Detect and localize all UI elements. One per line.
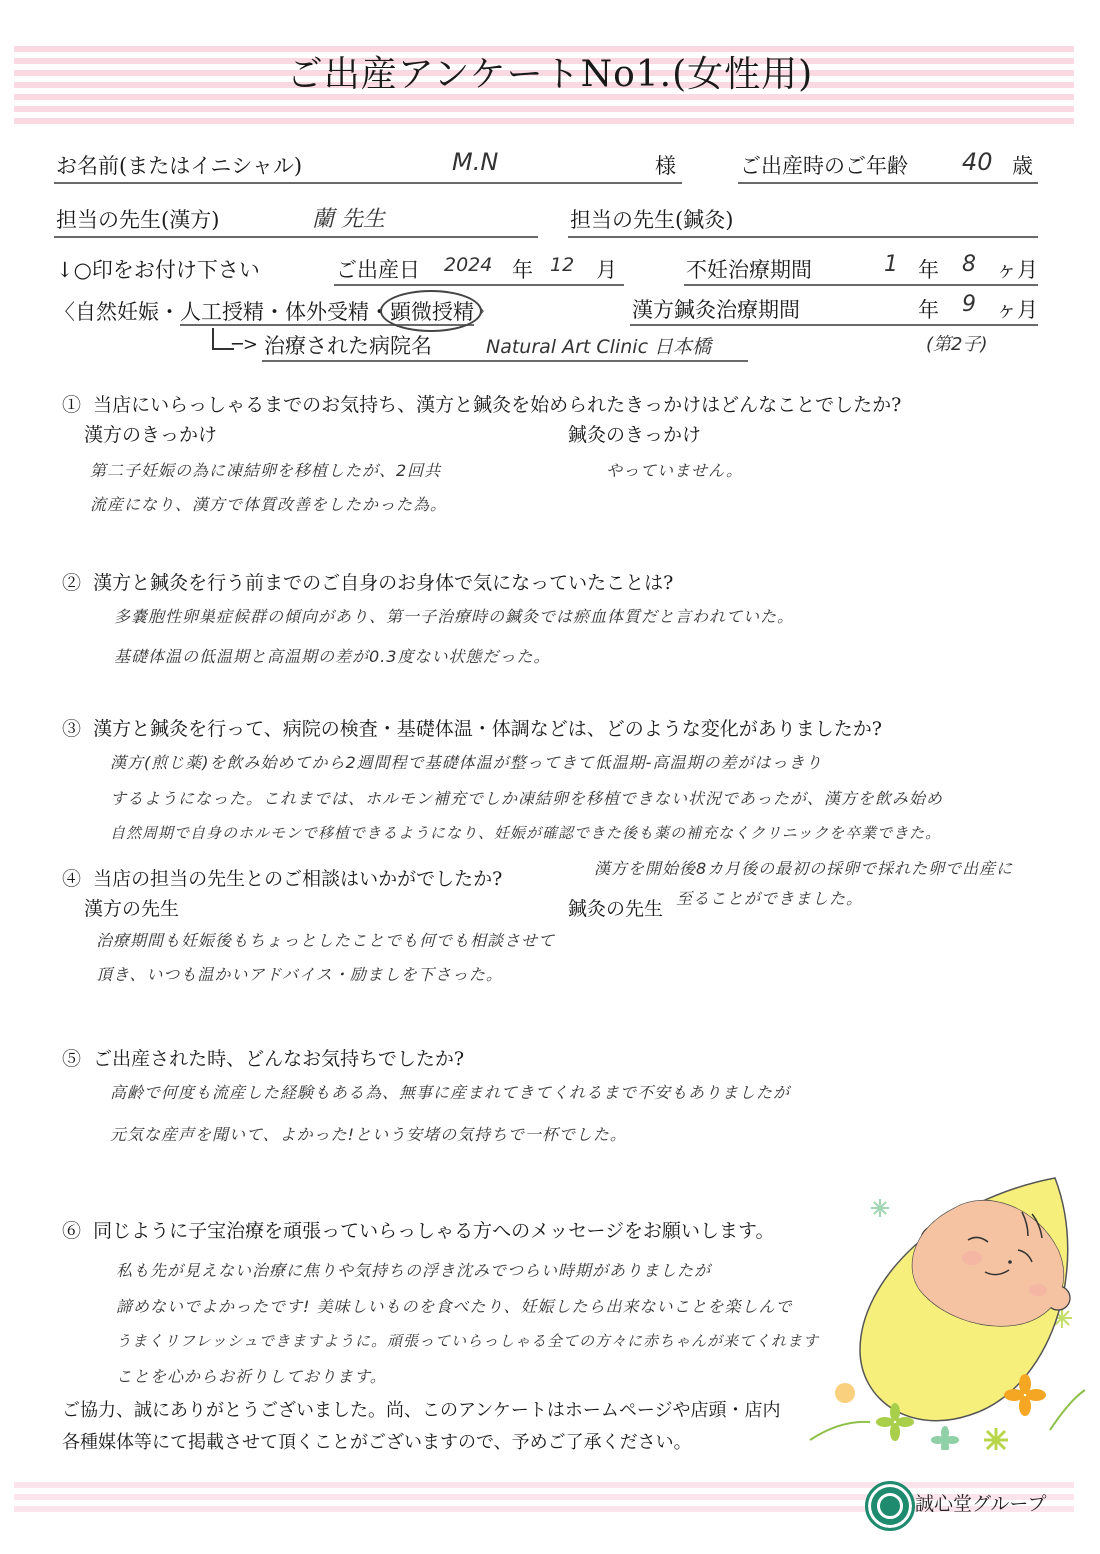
q1-kampo-answer-line-2: 流産になり、漢方で体質改善をしたかった為。 <box>90 495 448 514</box>
q1-acupuncture-answer: やっていません。 <box>606 461 743 480</box>
q4-kampo-subheading: 漢方の先生 <box>84 898 180 920</box>
question-text: 当店にいらっしゃるまでのお気持ち、漢方と鍼灸を始められたきっかけはどんなことでしたか? <box>93 394 902 416</box>
name-underline <box>54 182 682 184</box>
q1-kampo-subheading: 漢方のきっかけ <box>84 424 218 446</box>
q3-answer-line-2: するようになった。これまでは、ホルモン補充でしか凍結卵を移植できない状況であったが、漢方を飲み始め <box>110 789 943 808</box>
question-6 <box>62 1216 774 1243</box>
question-text: 同じように子宝治療を頑張っていらっしゃる方へのメッセージをお願いします。 <box>93 1220 775 1242</box>
company-name: 誠心堂グループ <box>915 1493 1047 1515</box>
birth-month-label: 月 <box>596 258 617 282</box>
question-1 <box>62 390 901 417</box>
question-number: ② <box>62 572 82 594</box>
acupuncture-teacher-underline <box>568 236 1038 238</box>
option-icsi[interactable]: 顕微授精 <box>390 300 474 324</box>
question-number: ⑥ <box>62 1220 82 1242</box>
question-number: ⑤ <box>62 1048 82 1070</box>
treatment-type-options: 〈自然妊娠・人工授精・体外受精・顕微授精 〉 <box>54 296 495 326</box>
q5-answer-line-2: 元気な産声を聞いて、よかった!という安堵の気持ちで一杯でした。 <box>110 1125 627 1144</box>
option-ivf[interactable]: 体外受精 <box>285 300 369 324</box>
bracket-open: 〈 <box>54 300 75 324</box>
q4-acupuncture-subheading: 鍼灸の先生 <box>568 898 664 920</box>
question-text: 漢方と鍼灸を行う前までのご自身のお身体で気になっていたことは? <box>93 572 674 594</box>
age-underline <box>738 182 1038 184</box>
question-number: ④ <box>62 868 82 890</box>
q3-answer-line-4: 漢方を開始後8カ月後の最初の採卵で採れた卵で出産に <box>594 859 1014 878</box>
kampo-months-label: ヶ月 <box>996 298 1038 322</box>
birth-month-value[interactable]: 12 <box>550 254 575 276</box>
q3-answer-line-3: 自然周期で自身のホルモンで移植できるようになり、妊娠が確認できた後も薬の補充なくクリニックを卒業できた。 <box>110 824 942 842</box>
footer-thanks-line-2: 各種媒体等にて掲載させて頂くことがございますので、予めご了承ください。 <box>62 1432 692 1453</box>
infertility-underline <box>684 284 1038 286</box>
logo-mark-icon <box>877 1493 903 1519</box>
question-2 <box>62 568 673 595</box>
q1-acupuncture-subheading: 鍼灸のきっかけ <box>568 424 702 446</box>
birth-year-value[interactable]: 2024 <box>444 254 493 276</box>
q5-answer-line-1: 高齢で何度も流産した経験もある為、無事に産まれてきてくれるまで不安もありましたが <box>110 1083 791 1102</box>
infertility-period-label: 不妊治療期間 <box>686 258 812 282</box>
name-value[interactable]: M.N <box>452 148 499 176</box>
birth-date-label: ご出産日 <box>336 258 420 282</box>
acupuncture-teacher-label: 担当の先生(鍼灸) <box>570 208 734 232</box>
q6-answer-line-1: 私も先が見えない治療に焦りや気持ちの浮き沈みでつらい時期がありましたが <box>116 1261 712 1280</box>
kampo-period-label: 漢方鍼灸治療期間 <box>632 298 800 322</box>
hospital-value[interactable]: Natural Art Clinic 日本橋 <box>486 336 712 358</box>
hospital-arrow-head: ─> <box>232 334 258 355</box>
q4-kampo-answer-line-2: 頂き、いつも温かいアドバイス・励ましを下さった。 <box>96 965 503 984</box>
kampo-period-note: (第2子) <box>926 334 988 355</box>
q2-answer-line-1: 多嚢胞性卵巣症候群の傾向があり、第一子治療時の鍼灸では瘀血体質だと言われていた。 <box>114 607 795 626</box>
footer-thanks-line-1: ご協力、誠にありがとうございました。尚、このアンケートはホームページや店頭・店内 <box>62 1400 781 1421</box>
q1-kampo-answer-line-1: 第二子妊娠の為に凍結卵を移植したが、2回共 <box>90 461 442 480</box>
infertility-months-label: ヶ月 <box>996 258 1038 282</box>
sleeping-baby-illustration <box>800 1150 1090 1450</box>
bracket-close: 〉 <box>474 300 495 324</box>
q6-answer-line-4: ことを心からお祈りしております。 <box>116 1367 387 1386</box>
infertility-months-value[interactable]: 8 <box>962 252 976 277</box>
q2-answer-line-2: 基礎体温の低温期と高温期の差が0.3度ない状態だった。 <box>114 647 551 666</box>
hospital-label: 治療された病院名 <box>264 334 432 358</box>
kampo-period-underline <box>630 324 1038 326</box>
option-icsi-selected[interactable] <box>390 296 474 326</box>
q6-answer-line-2: 諦めないでよかったです! 美味しいものを食べたり、妊娠したら出来ないことを楽しんで <box>116 1297 793 1316</box>
page-title: ご出産アンケートNo1.(女性用) <box>286 54 814 95</box>
birth-year-label: 年 <box>512 258 533 282</box>
age-suffix: 歳 <box>1012 154 1033 178</box>
name-label: お名前(またはイニシャル) <box>56 154 303 178</box>
question-number: ① <box>62 394 82 416</box>
age-value[interactable]: 40 <box>962 148 993 176</box>
selection-circle <box>380 290 482 332</box>
hospital-connector-arrow <box>212 328 234 350</box>
circle-instruction: ↓○印をお付け下さい <box>56 258 260 282</box>
q4-kampo-answer-line-1: 治療期間も妊娠後もちょっとしたことでも何でも相談させて <box>96 931 556 950</box>
kampo-years-label: 年 <box>918 298 939 322</box>
q3-answer-line-1: 漢方(煎じ薬)を飲み始めてから2週間程で基礎体温が整ってきて低温期-高温期の差がはっきり <box>110 753 823 772</box>
question-text: 当店の担当の先生とのご相談はいかがでしたか? <box>93 868 503 890</box>
question-number: ③ <box>62 718 82 740</box>
question-text: ご出産された時、どんなお気持ちでしたか? <box>93 1048 465 1070</box>
birth-date-underline <box>334 284 624 286</box>
question-5 <box>62 1044 464 1071</box>
kampo-teacher-underline <box>54 236 538 238</box>
infertility-years-value[interactable]: 1 <box>884 252 898 277</box>
kampo-teacher-label: 担当の先生(漢方) <box>56 208 220 232</box>
name-suffix: 様 <box>655 154 676 178</box>
option-natural[interactable]: 自然妊娠 <box>75 300 159 324</box>
kampo-teacher-value[interactable]: 蘭 先生 <box>312 207 385 232</box>
kampo-months-value[interactable]: 9 <box>962 292 976 317</box>
infertility-years-label: 年 <box>918 258 939 282</box>
age-label: ご出産時のご年齢 <box>740 154 908 178</box>
q6-answer-line-3: うまくリフレッシュできますように。頑張っていらっしゃる全ての方々に赤ちゃんが来てくれます <box>116 1332 819 1350</box>
hospital-underline <box>262 360 748 362</box>
question-text: 漢方と鍼灸を行って、病院の検査・基礎体温・体調などは、どのような変化がありましたか? <box>93 718 882 740</box>
question-3 <box>62 714 882 741</box>
option-artificial-insemination[interactable]: 人工授精 <box>180 300 264 324</box>
question-4 <box>62 864 502 891</box>
q3-answer-line-5: 至ることができました。 <box>676 889 864 908</box>
